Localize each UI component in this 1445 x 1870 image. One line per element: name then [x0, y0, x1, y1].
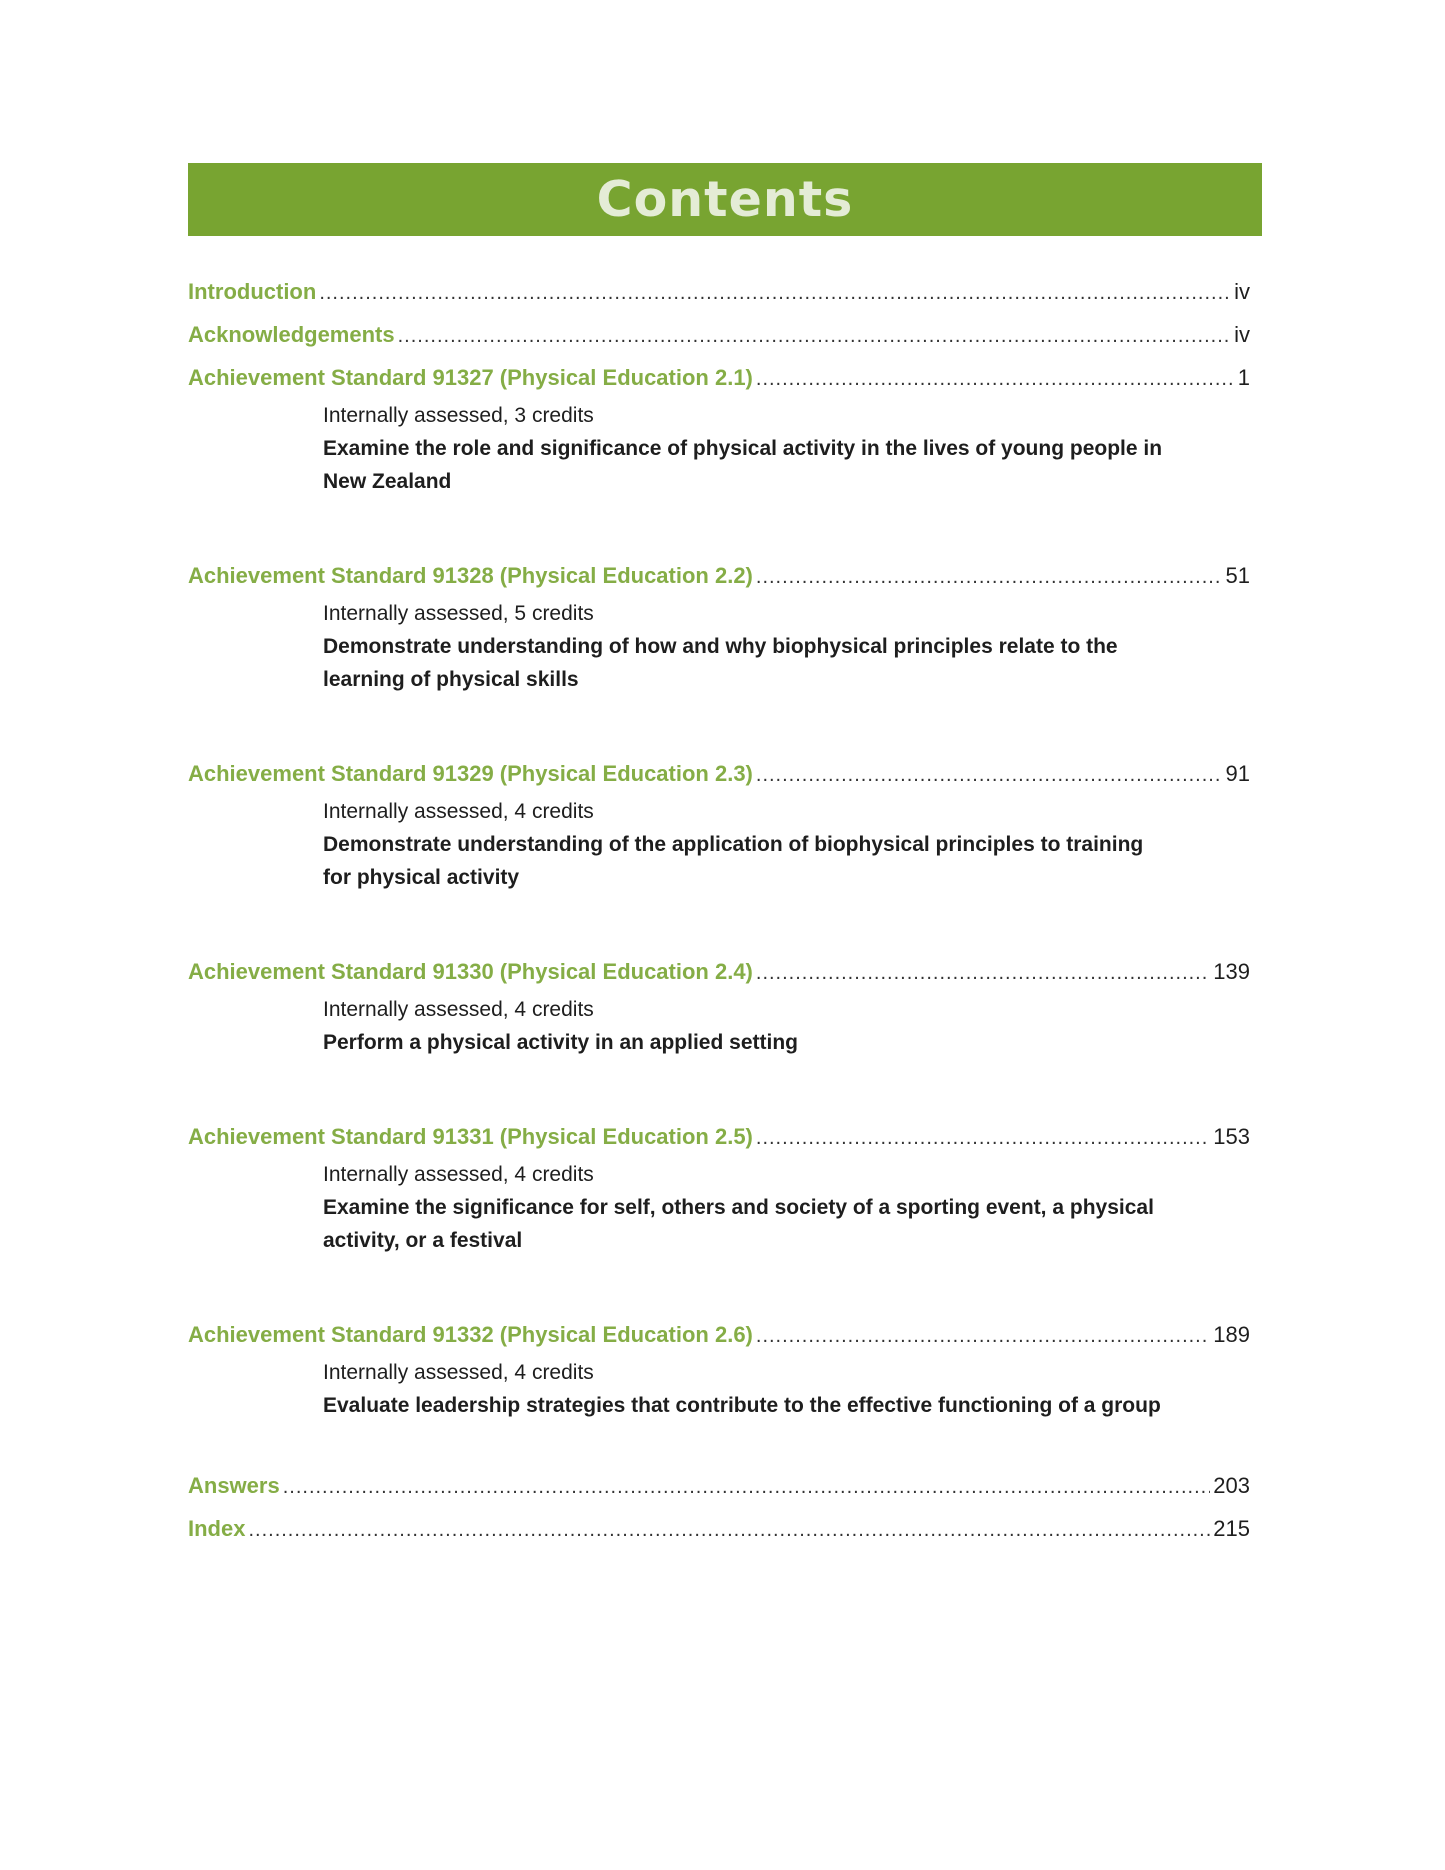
- toc-heading-row[interactable]: [188, 356, 1250, 399]
- toc-entry-details: [188, 795, 1203, 894]
- dot-leader: [756, 358, 1235, 401]
- spacer: [188, 696, 1250, 752]
- toc-label: Achievement Standard 91329 (Physical Education 2.3): [188, 761, 753, 786]
- toc-page-number: 91: [1225, 761, 1250, 786]
- dot-leader: [756, 1315, 1210, 1358]
- toc-entry-details: [188, 399, 1203, 498]
- dot-leader: [248, 1509, 1210, 1552]
- toc-heading-row[interactable]: [188, 752, 1250, 795]
- toc-entry-standard-91330: [188, 950, 1250, 1115]
- table-of-contents: [188, 270, 1250, 1550]
- toc-entry-details: [188, 597, 1203, 696]
- dot-leader: [283, 1466, 1211, 1509]
- toc-page-number: 51: [1225, 563, 1250, 588]
- toc-entry-index[interactable]: [188, 1507, 1250, 1550]
- credits-text: Internally assessed, 4 credits: [323, 998, 594, 1021]
- toc-entry-standard-91328: [188, 554, 1250, 752]
- toc-label: Acknowledgements: [188, 322, 395, 347]
- page-title: Contents: [596, 171, 854, 228]
- dot-leader: [756, 952, 1210, 995]
- dot-leader: [756, 556, 1223, 599]
- toc-label: Achievement Standard 91331 (Physical Education 2.5): [188, 1124, 753, 1149]
- toc-entry-details: [188, 1356, 1203, 1422]
- toc-heading-row[interactable]: [188, 1313, 1250, 1356]
- spacer: [188, 1059, 1250, 1115]
- toc-heading-row[interactable]: [188, 1115, 1250, 1158]
- toc-entry-details: [188, 1158, 1203, 1257]
- dot-leader: [319, 272, 1231, 315]
- toc-label: Achievement Standard 91330 (Physical Education 2.4): [188, 959, 753, 984]
- toc-entry-answers[interactable]: [188, 1464, 1250, 1507]
- toc-page-number: 153: [1213, 1124, 1250, 1149]
- toc-entry-standard-91329: [188, 752, 1250, 950]
- standard-description-line: Examine the role and significance of physical activity in the lives of young people in: [323, 437, 1163, 460]
- standard-description-line: New Zealand: [323, 470, 452, 493]
- standard-description-line: Examine the significance for self, others and society of a sporting event, a physical: [323, 1196, 1154, 1219]
- toc-entry-acknowledgements[interactable]: [188, 313, 1250, 356]
- standard-description-line: activity, or a festival: [323, 1229, 523, 1252]
- toc-heading-row[interactable]: [188, 554, 1250, 597]
- toc-page-number: iv: [1234, 279, 1250, 304]
- credits-text: Internally assessed, 5 credits: [323, 602, 594, 625]
- standard-description-line: for physical activity: [323, 866, 520, 889]
- standard-description-line: Perform a physical activity in an applied setting: [323, 1031, 798, 1054]
- credits-text: Internally assessed, 4 credits: [323, 800, 594, 823]
- dot-leader: [398, 315, 1232, 358]
- spacer: [188, 1422, 1250, 1464]
- credits-text: Internally assessed, 4 credits: [323, 1163, 594, 1186]
- standard-description-line: Demonstrate understanding of how and why biophysical principles relate to the: [323, 635, 1118, 658]
- toc-label: Achievement Standard 91328 (Physical Education 2.2): [188, 563, 753, 588]
- toc-page-number: 215: [1213, 1516, 1250, 1541]
- contents-title-bar: [188, 163, 1262, 236]
- spacer: [188, 498, 1250, 554]
- toc-label: Answers: [188, 1473, 280, 1498]
- toc-heading-row[interactable]: [188, 950, 1250, 993]
- credits-text: Internally assessed, 4 credits: [323, 1361, 594, 1384]
- toc-entry-standard-91332: [188, 1313, 1250, 1464]
- dot-leader: [756, 1117, 1210, 1160]
- dot-leader: [756, 754, 1223, 797]
- spacer: [188, 894, 1250, 950]
- spacer: [188, 1257, 1250, 1313]
- toc-page-number: 203: [1213, 1473, 1250, 1498]
- toc-label: Introduction: [188, 279, 317, 304]
- toc-page-number: 1: [1237, 365, 1250, 390]
- toc-label: Index: [188, 1516, 246, 1541]
- toc-entry-standard-91331: [188, 1115, 1250, 1313]
- toc-label: Achievement Standard 91327 (Physical Education 2.1): [188, 365, 753, 390]
- toc-page-number: 189: [1213, 1322, 1250, 1347]
- standard-description-line: Demonstrate understanding of the application of biophysical principles to training: [323, 833, 1144, 856]
- toc-entry-details: [188, 993, 1203, 1059]
- standard-description-line: learning of physical skills: [323, 668, 579, 691]
- toc-page-number: 139: [1213, 959, 1250, 984]
- standard-description-line: Evaluate leadership strategies that contribute to the effective functioning of a group: [323, 1394, 1161, 1417]
- credits-text: Internally assessed, 3 credits: [323, 404, 594, 427]
- toc-page-number: iv: [1234, 322, 1250, 347]
- toc-entry-standard-91327: [188, 356, 1250, 554]
- toc-entry-introduction[interactable]: [188, 270, 1250, 313]
- toc-label: Achievement Standard 91332 (Physical Education 2.6): [188, 1322, 753, 1347]
